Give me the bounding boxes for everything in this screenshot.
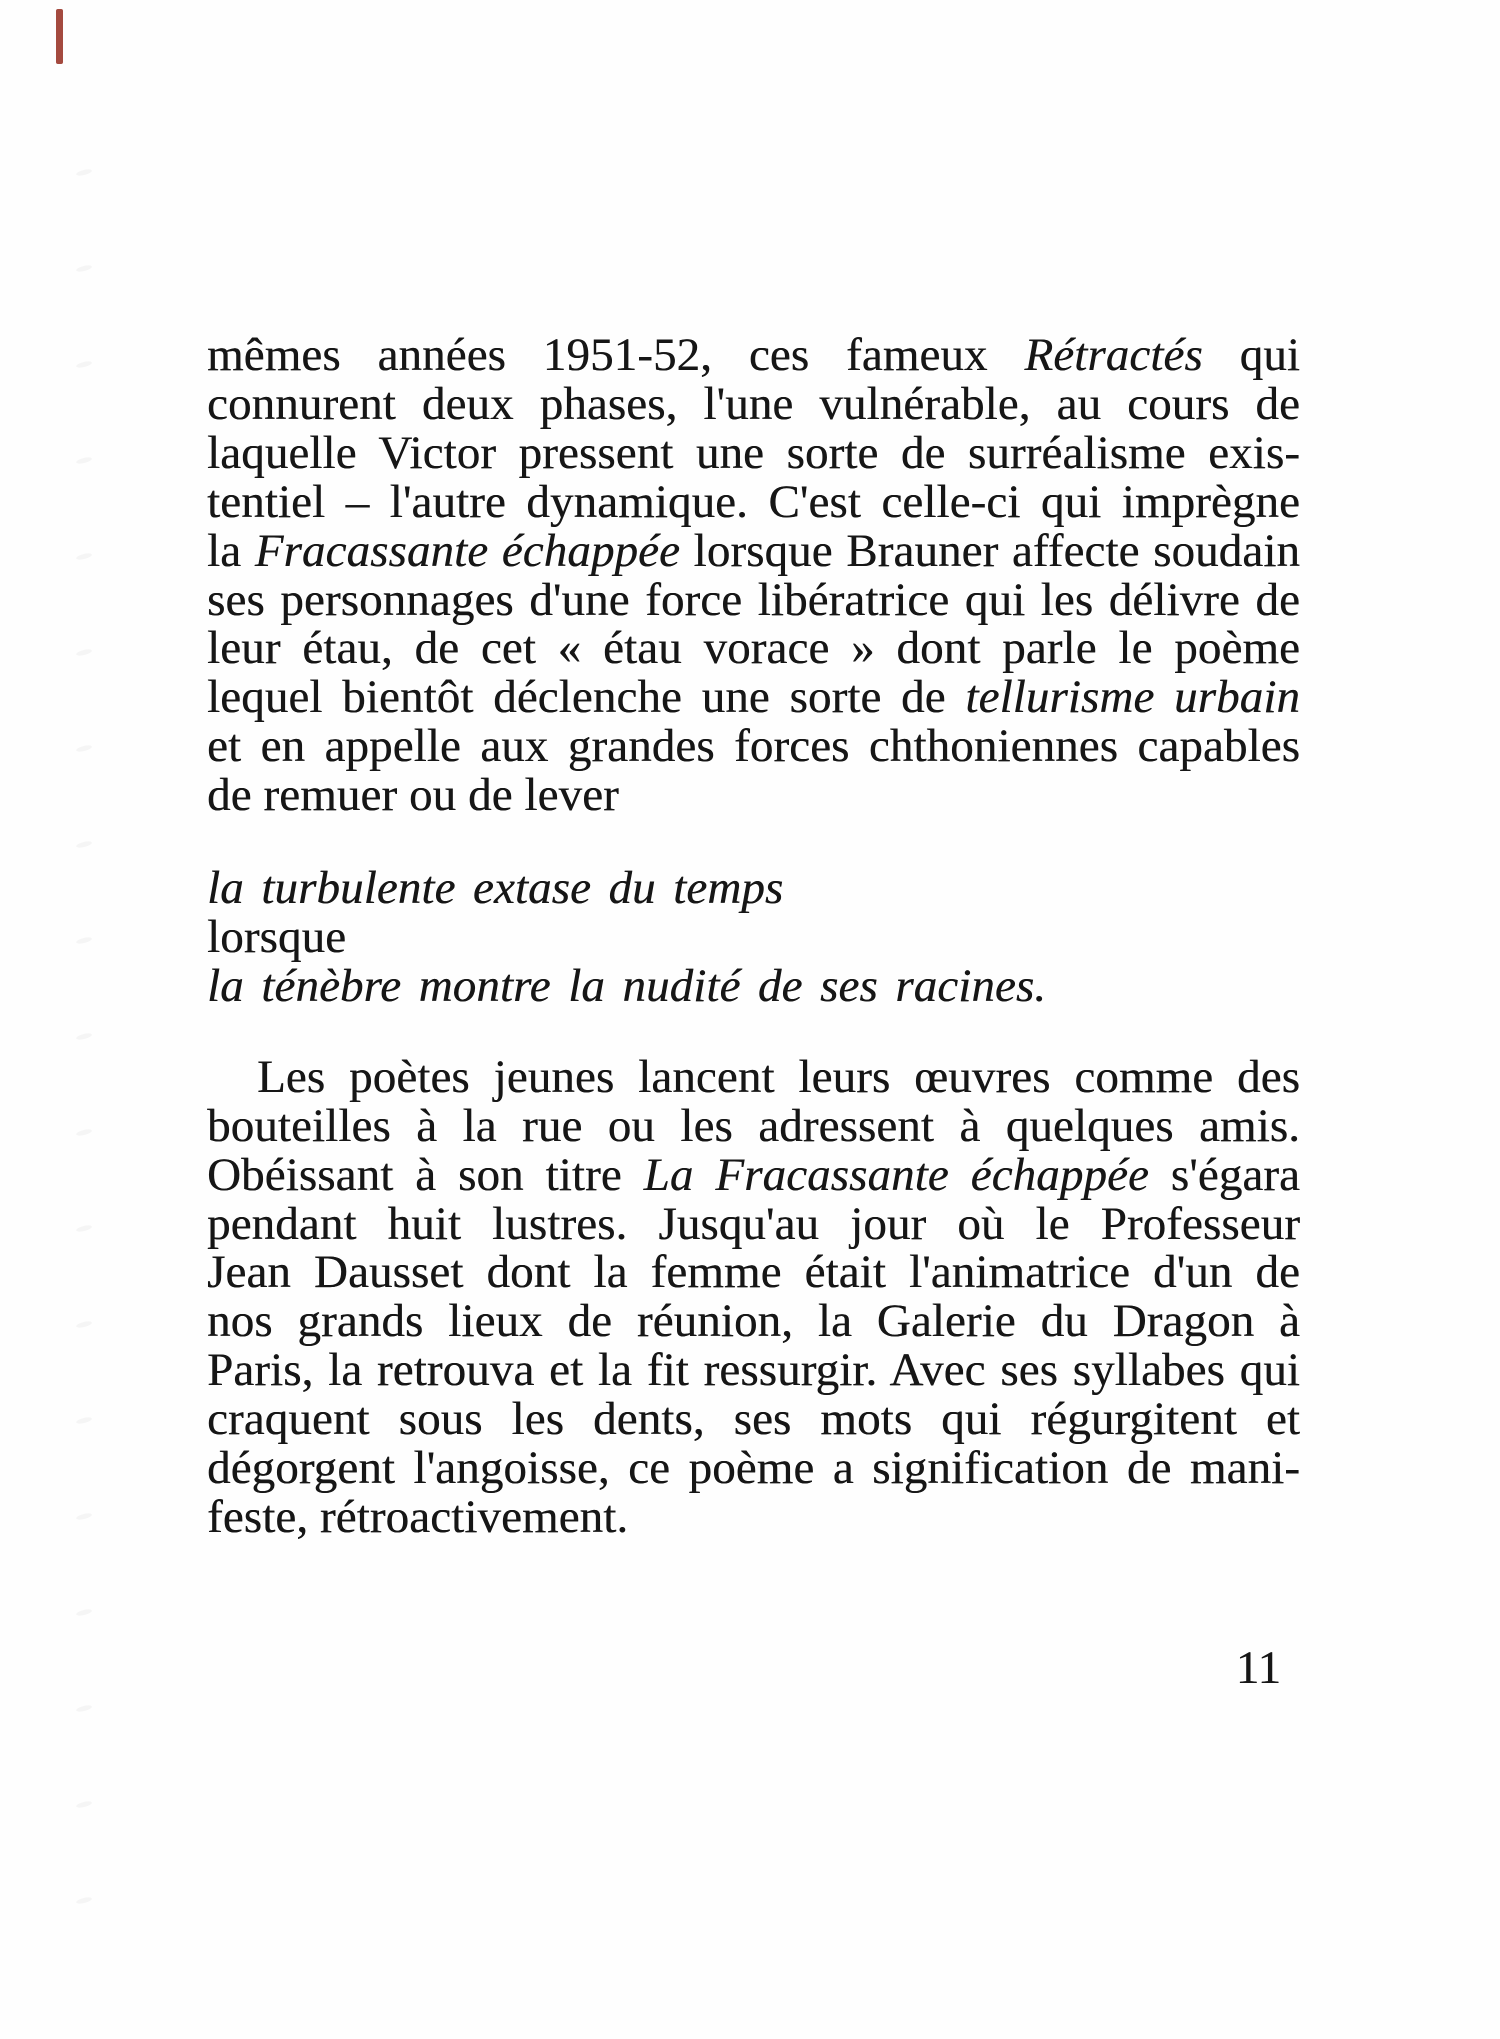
scan-smudge xyxy=(76,168,93,177)
text-line xyxy=(207,1248,1300,1297)
text-line xyxy=(207,475,1300,528)
text-line xyxy=(207,771,1300,820)
text-line xyxy=(207,573,1300,626)
text-segment: ses personnages d'une force libératrice qui les délivre de xyxy=(207,573,1300,626)
scan-smudge xyxy=(76,1896,93,1905)
text-segment: lorsque xyxy=(207,910,347,963)
text-segment: pendant huit lustres. Jusqu'au jour où le Professeur xyxy=(207,1197,1300,1250)
text-segment: feste, rétroactivement. xyxy=(207,1490,629,1543)
text-line xyxy=(207,722,1300,771)
paragraph-2 xyxy=(207,1050,1300,1543)
text-segment: lorsque Brauner affecte soudain xyxy=(679,524,1300,577)
scan-smudge xyxy=(76,456,93,465)
text-segment: dégorgent l'angoisse, ce poème a signification de mani- xyxy=(207,1442,1300,1495)
text-segment: Paris, la retrouva et la fit ressurgir. Avec ses syllabes qui xyxy=(207,1344,1300,1397)
text-segment: de remuer ou de lever xyxy=(207,769,619,822)
text-line xyxy=(207,1395,1300,1444)
text-segment: La Fracassante échappée xyxy=(643,1148,1149,1201)
text-segment: Obéissant à son titre xyxy=(207,1148,644,1201)
scan-smudge xyxy=(76,1512,93,1521)
paragraph-1 xyxy=(207,331,1300,820)
text-segment: bouteilles à la rue ou les adressent à quelques amis. xyxy=(207,1099,1300,1152)
text-line xyxy=(207,377,1300,430)
text-line xyxy=(207,673,1300,722)
scan-smudge xyxy=(76,264,93,273)
text-line xyxy=(207,864,1300,913)
text-line xyxy=(207,910,1300,963)
text-segment: Les poètes jeunes lancent leurs œuvres comme des xyxy=(257,1050,1300,1103)
scan-smudge xyxy=(76,552,93,561)
text-segment: la turbulente extase du temps xyxy=(207,862,784,915)
scan-smudge xyxy=(76,840,93,849)
poem-quote xyxy=(207,864,1300,1011)
scan-smudge xyxy=(76,360,93,369)
text-block xyxy=(207,331,1300,1542)
text-segment: et en appelle aux grandes forces chthoniennes capables xyxy=(207,720,1300,773)
scan-smudge xyxy=(76,1608,93,1617)
text-segment: qui xyxy=(1202,329,1300,381)
text-segment: la ténèbre montre la nudité de ses racines. xyxy=(207,959,1047,1012)
text-line xyxy=(207,1050,1300,1103)
text-segment: craquent sous les dents, ses mots qui régurgitent et xyxy=(207,1393,1300,1446)
scan-smudge xyxy=(76,744,93,753)
scan-smudge xyxy=(76,648,93,657)
text-line xyxy=(207,1297,1300,1346)
text-segment: la xyxy=(207,524,255,577)
text-line xyxy=(207,426,1300,479)
scan-smudge xyxy=(76,1320,93,1329)
scan-smudge xyxy=(76,1416,93,1425)
text-line xyxy=(207,524,1300,577)
scan-smudge xyxy=(76,1800,93,1809)
text-segment: mêmes années 1951-52, ces fameux xyxy=(207,329,1025,381)
text-segment: connurent deux phases, l'une vulnérable, au cours de xyxy=(207,377,1300,430)
scan-smudge xyxy=(76,936,93,945)
text-line xyxy=(207,1346,1300,1395)
text-line xyxy=(207,959,1300,1012)
text-segment: tentiel – l'autre dynamique. C'est celle-ci qui imprègne xyxy=(207,475,1300,528)
scan-smudge xyxy=(76,1128,93,1137)
text-segment: lequel bientôt déclenche une sorte de xyxy=(207,671,966,724)
scan-smudge xyxy=(76,1224,93,1233)
text-line xyxy=(207,331,1300,380)
text-segment: tellurisme urbain xyxy=(965,671,1300,724)
text-line xyxy=(207,1197,1300,1250)
scan-smudge xyxy=(76,1032,93,1041)
text-segment: nos grands lieux de réunion, la Galerie du Dragon à xyxy=(207,1295,1300,1348)
text-segment: Fracassante échappée xyxy=(254,524,680,577)
text-segment: laquelle Victor pressent une sorte de surréalisme exis- xyxy=(207,426,1300,479)
text-segment: Rétractés xyxy=(1024,329,1203,381)
text-segment: s'égara xyxy=(1148,1148,1300,1201)
text-line xyxy=(207,1099,1300,1152)
text-line xyxy=(207,624,1300,673)
red-edge-mark xyxy=(56,9,63,64)
text-segment: leur étau, de cet « étau vorace » dont parle le poème xyxy=(207,622,1300,675)
page-number: 11 xyxy=(1235,1642,1281,1694)
text-segment: Jean Dausset dont la femme était l'animatrice d'un de xyxy=(207,1246,1300,1299)
text-line xyxy=(207,1444,1300,1493)
text-line xyxy=(207,1490,1300,1543)
scan-smudge xyxy=(76,1704,93,1713)
text-line xyxy=(207,1148,1300,1201)
